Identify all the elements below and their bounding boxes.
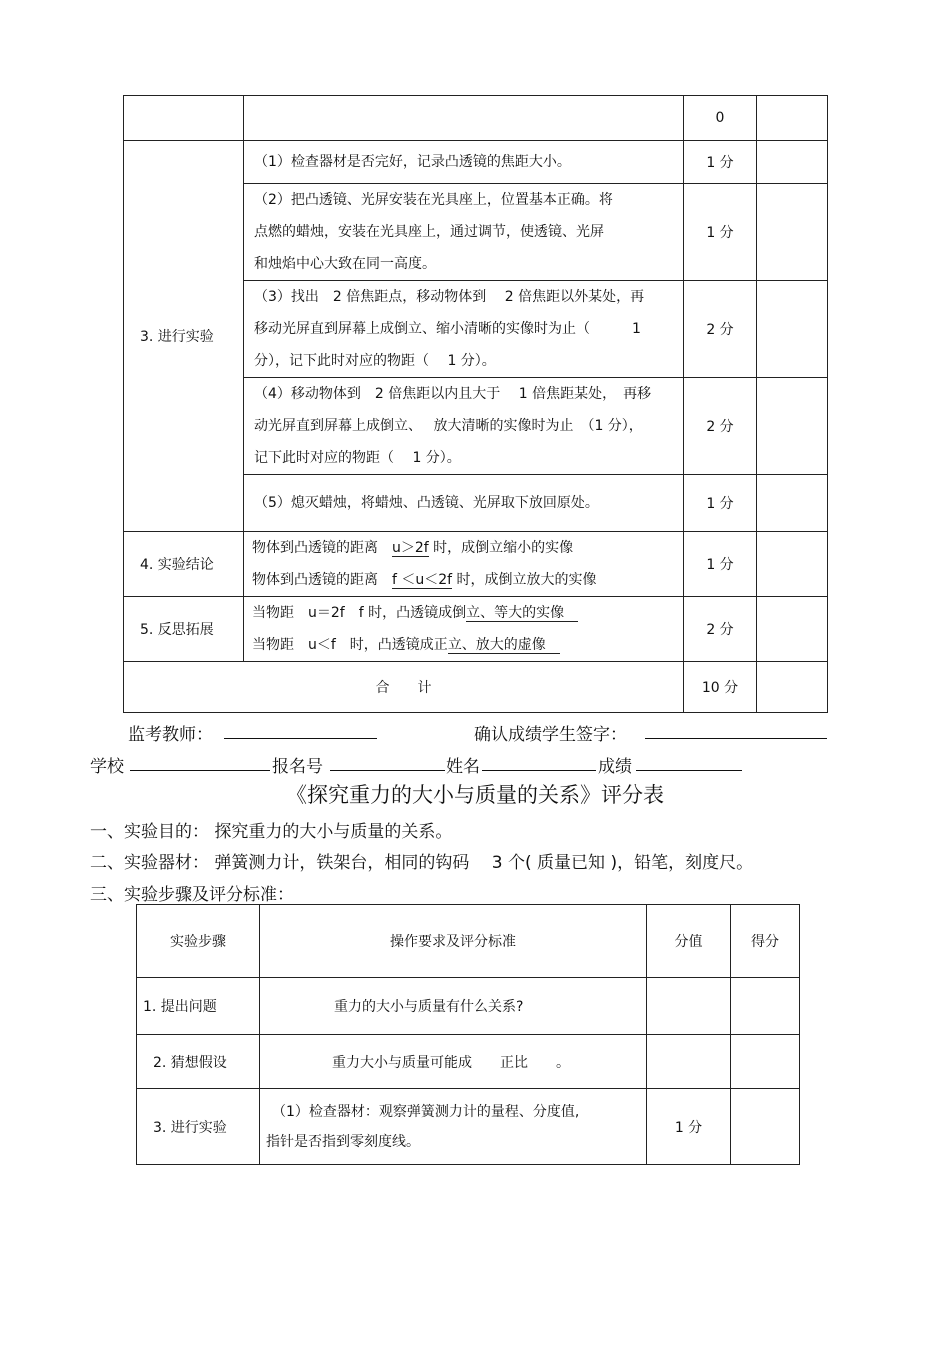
column-header: 操作要求及评分标准 xyxy=(260,905,647,978)
equipment-text: 二、实验器材： 弹簧测力计，铁架台，相同的钩码 3 个( 质量已知 )，铅笔，刻度尺。 xyxy=(90,853,754,873)
step-label: 5. 反思拓展 xyxy=(124,597,244,662)
teacher-label: 监考教师： xyxy=(128,725,213,745)
step-label: 3. 进行实验 xyxy=(137,1089,260,1165)
school-field[interactable] xyxy=(130,770,270,771)
step-label: 3. 进行实验 xyxy=(124,141,244,532)
score-cell: 0 xyxy=(684,96,757,141)
header-row xyxy=(137,905,800,978)
name-field[interactable] xyxy=(482,770,596,771)
result-cell xyxy=(757,184,828,281)
result-cell xyxy=(757,378,828,475)
result-cell xyxy=(757,532,828,597)
student-signature-line[interactable] xyxy=(645,738,827,739)
grade-label: 成绩 xyxy=(598,757,632,777)
score-cell: 1 分 xyxy=(684,475,757,532)
steps-heading: 三、实验步骤及评分标准： xyxy=(90,885,294,905)
result-cell xyxy=(757,475,828,532)
table-row xyxy=(124,141,828,184)
requirement-cell: （2）把凸透镜、光屏安装在光具座上，位置基本正确。将 点燃的蜡烛，安装在光具座上，通过调节，使透镜、光屏 和烛焰中心大致在同一高度。 xyxy=(244,184,684,281)
score-cell xyxy=(647,1035,731,1089)
table-row xyxy=(137,1035,800,1089)
result-cell xyxy=(757,662,828,713)
score-cell xyxy=(647,978,731,1035)
table-row xyxy=(137,1089,800,1165)
purpose-text: 一、实验目的： 探究重力的大小与质量的关系。 xyxy=(90,822,453,842)
total-label: 合 计 xyxy=(124,662,684,713)
scoring-table-2 xyxy=(136,904,800,1165)
requirement-cell: 重力大小与质量可能成 正比 。 xyxy=(260,1035,647,1089)
requirement-cell: 物体到凸透镜的距离 u＞2f 时，成倒立缩小的实像 物体到凸透镜的距离 f ＜u＜2f 时，成倒立放大的实像 xyxy=(244,532,684,597)
requirement-cell: 当物距 u＝2f f 时，凸透镜成倒立、等大的实像 当物距 u＜f 时，凸透镜成正立、放大的虚像 xyxy=(244,597,684,662)
school-label: 学校 xyxy=(90,757,124,777)
requirement-cell: （3）找出 2 倍焦距点，移动物体到 2 倍焦距以外某处，再 移动光屏直到屏幕上成倒立、缩小清晰的实像时为止（ 1 分），记下此时对应的物距（ 1 分）。 xyxy=(244,281,684,378)
table-row xyxy=(124,532,828,597)
requirement-cell: （5）熄灭蜡烛，将蜡烛、凸透镜、光屏取下放回原处。 xyxy=(244,475,684,532)
step-label: 4. 实验结论 xyxy=(124,532,244,597)
grade-field[interactable] xyxy=(636,770,742,771)
column-header: 得分 xyxy=(731,905,800,978)
name-label: 姓名 xyxy=(446,757,480,777)
score-cell: 2 分 xyxy=(684,597,757,662)
result-cell xyxy=(731,978,800,1035)
score-cell: 1 分 xyxy=(684,184,757,281)
result-cell xyxy=(757,597,828,662)
score-cell: 1 分 xyxy=(647,1089,731,1165)
student-signature-label: 确认成绩学生签字： xyxy=(474,725,627,745)
scoring-table-1 xyxy=(123,95,828,713)
requirement-cell: （1）检查器材是否完好，记录凸透镜的焦距大小。 xyxy=(244,141,684,184)
requirement-cell: （1）检查器材：观察弹簧测力计的量程、分度值, 指针是否指到零刻度线。 xyxy=(260,1089,647,1165)
requirement-cell xyxy=(244,96,684,141)
reg-no-label: 报名号 xyxy=(272,757,323,777)
result-cell xyxy=(757,281,828,378)
reg-no-field[interactable] xyxy=(330,770,445,771)
teacher-signature-line[interactable] xyxy=(224,738,377,739)
table-row xyxy=(124,96,828,141)
column-header: 实验步骤 xyxy=(137,905,260,978)
result-cell xyxy=(757,141,828,184)
result-cell xyxy=(757,96,828,141)
step-label: 2. 猜想假设 xyxy=(137,1035,260,1089)
requirement-cell: （4）移动物体到 2 倍焦距以内且大于 1 倍焦距某处， 再移 动光屏直到屏幕上成倒立、 放大清晰的实像时为止 （1 分）， 记下此时对应的物距（ 1 分）。 xyxy=(244,378,684,475)
table-row xyxy=(124,662,828,713)
column-header: 分值 xyxy=(647,905,731,978)
score-cell: 1 分 xyxy=(684,141,757,184)
score-cell: 2 分 xyxy=(684,378,757,475)
table-row xyxy=(124,597,828,662)
requirement-cell: 重力的大小与质量有什么关系? xyxy=(260,978,647,1035)
step-label: 1. 提出问题 xyxy=(137,978,260,1035)
page-title: 《探究重力的大小与质量的关系》评分表 xyxy=(286,783,664,807)
score-cell: 2 分 xyxy=(684,281,757,378)
result-cell xyxy=(731,1035,800,1089)
score-cell: 1 分 xyxy=(684,532,757,597)
total-score: 10 分 xyxy=(684,662,757,713)
table-row xyxy=(137,978,800,1035)
result-cell xyxy=(731,1089,800,1165)
step-cell xyxy=(124,96,244,141)
